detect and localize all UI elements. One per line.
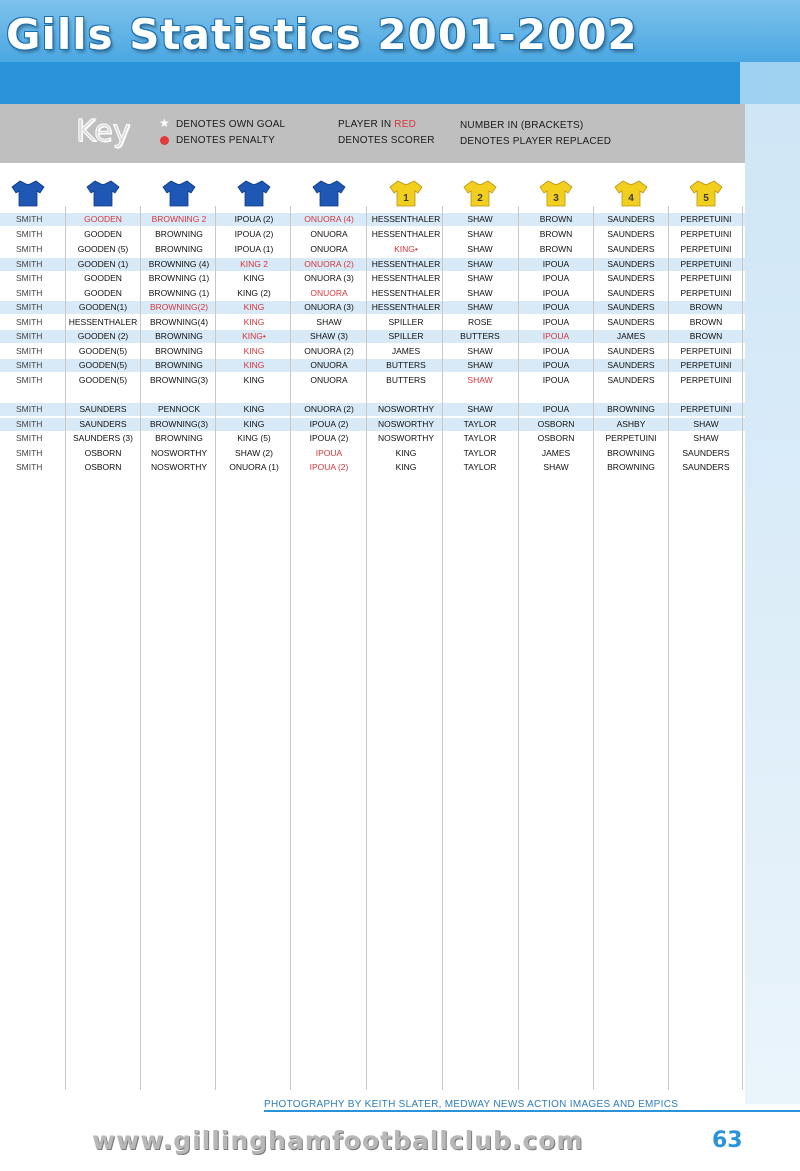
table-cell-keeper: SMITH <box>16 244 43 254</box>
table-cell: KING• <box>394 244 418 254</box>
table-cell: NOSWORTHY <box>377 433 435 443</box>
table-cell: IPOUA (2) <box>234 229 274 239</box>
yellow-shirt-icon <box>539 180 573 207</box>
table-cell: ONUORA (1) <box>229 462 279 472</box>
table-cell: BROWN <box>689 331 723 341</box>
table-cell: BROWNING(3) <box>149 419 209 429</box>
table-cell: BROWN <box>689 302 723 312</box>
table-cell: GOODEN(1) <box>78 302 128 312</box>
blue-shirt-icon <box>11 180 45 207</box>
table-cell: SHAW <box>467 346 493 356</box>
table-cell: BROWNING(4) <box>149 317 209 327</box>
table-cell: BROWNING(2) <box>149 302 209 312</box>
red-dot-icon <box>160 136 169 145</box>
table-cell: JAMES <box>391 346 421 356</box>
table-cell: ONUORA (3) <box>304 302 354 312</box>
table-cell: KING <box>243 317 265 327</box>
table-cell: NOSWORTHY <box>150 462 208 472</box>
table-cell: PENNOCK <box>157 404 201 414</box>
table-cell: SHAW <box>467 360 493 370</box>
table-cell: NOSWORTHY <box>377 419 435 429</box>
table-cell: BROWNING <box>607 462 655 472</box>
table-cell: KING <box>243 302 265 312</box>
table-cell: SHAW <box>467 259 493 269</box>
table-cell: ONUORA (3) <box>304 273 354 283</box>
table-cell: GOODEN <box>84 288 122 298</box>
table-cell: ONUORA (2) <box>304 259 354 269</box>
table-cell: GOODEN(5) <box>78 375 128 385</box>
shirt-number: 5 <box>703 193 709 204</box>
table-cell: IPOUA <box>542 360 570 370</box>
table-cell: PERPETUINI <box>680 259 732 269</box>
yellow-shirt-icon <box>463 180 497 207</box>
table-cell: IPOUA <box>315 448 343 458</box>
table-cell: BROWNING <box>155 360 203 370</box>
table-cell: GOODEN <box>84 214 122 224</box>
key-heading: Key <box>76 114 131 149</box>
table-cell: TAYLOR <box>463 419 497 429</box>
table-cell: HESSENTHALER <box>371 229 441 239</box>
table-cell: BUTTERS <box>386 375 426 385</box>
table-cell: HESSENTHALER <box>68 317 138 327</box>
table-cell: ROSE <box>467 317 493 327</box>
table-cell: SHAW <box>467 244 493 254</box>
credit-divider <box>264 1110 800 1112</box>
table-cell: HESSENTHALER <box>371 288 441 298</box>
table-cell: KING <box>243 419 265 429</box>
table-cell: OSBORN <box>537 419 575 429</box>
table-cell-keeper: SMITH <box>16 331 43 341</box>
table-cell: SHAW <box>467 214 493 224</box>
table-cell: SAUNDERS <box>607 346 655 356</box>
table-cell: GOODEN <box>84 273 122 283</box>
key-red-word: RED <box>394 119 417 130</box>
header-stripe <box>0 62 800 104</box>
table-cell: IPOUA <box>542 404 570 414</box>
key-player-in-label: PLAYER IN <box>338 119 392 130</box>
table-cell-keeper: SMITH <box>16 433 43 443</box>
table-cell: SAUNDERS <box>607 214 655 224</box>
shirt-number: 1 <box>403 193 409 204</box>
table-cell: GOODEN (1) <box>77 259 129 269</box>
table-cell: SAUNDERS <box>682 462 730 472</box>
table-cell-keeper: SMITH <box>16 375 43 385</box>
table-cell: SHAW <box>467 288 493 298</box>
table-cell: SHAW <box>467 375 493 385</box>
table-cell-keeper: SMITH <box>16 288 43 298</box>
table-cell: PERPETUINI <box>680 229 732 239</box>
table-cell: IPOUA (1) <box>234 244 274 254</box>
table-cell: ONUORA <box>310 288 348 298</box>
table-cell: BROWNING <box>155 331 203 341</box>
table-cell: BUTTERS <box>460 331 500 341</box>
table-cell: KING• <box>242 331 266 341</box>
table-cell: SAUNDERS <box>607 244 655 254</box>
table-cell: BROWNING <box>155 229 203 239</box>
table-cell: SHAW <box>316 317 342 327</box>
shirt-number: 2 <box>477 193 483 204</box>
table-cell: KING (2) <box>237 288 271 298</box>
table-cell: HESSENTHALER <box>371 259 441 269</box>
table-cell: KING <box>243 404 265 414</box>
table-cell: BROWNING (1) <box>148 288 210 298</box>
table-cell: BUTTERS <box>386 360 426 370</box>
table-cell: SHAW <box>693 433 719 443</box>
table-cell: ONUORA (2) <box>304 404 354 414</box>
table-cell: PERPETUINI <box>680 288 732 298</box>
table-cell: BROWNING <box>607 404 655 414</box>
table-cell: ONUORA (4) <box>304 214 354 224</box>
table-cell: SHAW <box>467 273 493 283</box>
table-cell: SAUNDERS <box>607 259 655 269</box>
blue-shirt-icon <box>162 180 196 207</box>
table-cell-keeper: SMITH <box>16 273 43 283</box>
blue-shirt-icon <box>237 180 271 207</box>
key-denotes-replaced: DENOTES PLAYER REPLACED <box>460 136 612 147</box>
shirt-shape <box>163 181 195 206</box>
table-cell: IPOUA <box>542 346 570 356</box>
table-cell: IPOUA (2) <box>309 419 349 429</box>
key-player-in <box>338 119 416 130</box>
table-cell: SAUNDERS <box>607 273 655 283</box>
table-cell: ONUORA <box>310 360 348 370</box>
column-divider <box>140 206 141 1090</box>
page-title: Gills Statistics 2001-2002 <box>6 10 638 59</box>
table-cell: SAUNDERS <box>607 288 655 298</box>
table-cell: SHAW (3) <box>310 331 348 341</box>
table-cell: SAUNDERS <box>607 317 655 327</box>
page-margin <box>745 104 800 1104</box>
table-cell: BROWN <box>689 317 723 327</box>
table-cell: IPOUA (2) <box>309 462 349 472</box>
table-cell: SPILLER <box>388 317 424 327</box>
shirt-shape <box>12 181 44 206</box>
table-cell: IPOUA <box>542 331 570 341</box>
table-cell: SAUNDERS <box>607 229 655 239</box>
yellow-shirt-icon <box>689 180 723 207</box>
table-cell: GOODEN(5) <box>78 360 128 370</box>
table-cell: ONUORA (2) <box>304 346 354 356</box>
table-cell-keeper: SMITH <box>16 229 43 239</box>
table-cell: IPOUA <box>542 317 570 327</box>
table-cell: SHAW <box>467 229 493 239</box>
table-cell-keeper: SMITH <box>16 462 43 472</box>
table-cell: SAUNDERS <box>682 448 730 458</box>
table-cell: GOODEN <box>84 229 122 239</box>
table-cell-keeper: SMITH <box>16 259 43 269</box>
table-cell: PERPETUINI <box>680 360 732 370</box>
table-cell: TAYLOR <box>463 433 497 443</box>
table-cell: ONUORA <box>310 244 348 254</box>
table-cell: HESSENTHALER <box>371 214 441 224</box>
table-cell: BROWNING 2 <box>151 214 207 224</box>
shirt-number: 4 <box>628 193 634 204</box>
table-cell: SAUNDERS (3) <box>73 433 133 443</box>
table-cell: PERPETUINI <box>680 244 732 254</box>
table-cell: IPOUA <box>542 302 570 312</box>
table-cell: PERPETUINI <box>680 375 732 385</box>
table-cell-keeper: SMITH <box>16 448 43 458</box>
table-cell-keeper: SMITH <box>16 302 43 312</box>
yellow-shirt-icon <box>389 180 423 207</box>
table-cell: KING <box>243 375 265 385</box>
table-cell: BROWNING(3) <box>149 375 209 385</box>
table-cell: GOODEN (5) <box>77 244 129 254</box>
table-cell: KING 2 <box>240 259 268 269</box>
table-cell: KING (5) <box>237 433 271 443</box>
table-cell: ONUORA <box>310 375 348 385</box>
page-number: 63 <box>712 1128 743 1153</box>
table-cell: NOSWORTHY <box>150 448 208 458</box>
table-cell: BROWNING (1) <box>148 273 210 283</box>
table-cell: BROWN <box>539 214 573 224</box>
table-cell: TAYLOR <box>463 448 497 458</box>
blue-shirt-icon <box>312 180 346 207</box>
table-cell: IPOUA (2) <box>309 433 349 443</box>
key-number-in: NUMBER IN (BRACKETS) <box>460 120 584 131</box>
table-cell: IPOUA <box>542 273 570 283</box>
photo-credit: PHOTOGRAPHY BY KEITH SLATER, MEDWAY NEWS ACTION IMAGES AND EMPICS <box>264 1099 679 1110</box>
table-cell: BROWNING <box>155 433 203 443</box>
table-cell: SHAW (2) <box>235 448 273 458</box>
table-cell: KING <box>243 273 265 283</box>
table-cell: KING <box>243 360 265 370</box>
table-cell: IPOUA <box>542 288 570 298</box>
table-cell: BROWNING <box>155 244 203 254</box>
table-cell: JAMES <box>616 331 646 341</box>
table-cell-keeper: SMITH <box>16 317 43 327</box>
key-penalty: DENOTES PENALTY <box>176 135 275 146</box>
table-cell: ONUORA <box>310 229 348 239</box>
table-cell: IPOUA <box>542 375 570 385</box>
shirt-shape <box>87 181 119 206</box>
table-cell: IPOUA <box>542 259 570 269</box>
table-cell-keeper: SMITH <box>16 360 43 370</box>
shirt-shape <box>238 181 270 206</box>
table-cell: OSBORN <box>537 433 575 443</box>
table-cell: BROWNING (4) <box>148 259 210 269</box>
table-cell: PERPETUINI <box>680 214 732 224</box>
table-cell: HESSENTHALER <box>371 302 441 312</box>
shirt-shape <box>313 181 345 206</box>
table-cell: HESSENTHALER <box>371 273 441 283</box>
table-cell: ASHBY <box>616 419 646 429</box>
table-cell: BROWN <box>539 244 573 254</box>
table-cell: SAUNDERS <box>607 302 655 312</box>
table-cell: IPOUA (2) <box>234 214 274 224</box>
key-denotes-scorer: DENOTES SCORER <box>338 135 435 146</box>
column-divider <box>366 206 367 1090</box>
table-cell: GOODEN (2) <box>77 331 129 341</box>
table-cell: SAUNDERS <box>607 375 655 385</box>
blue-shirt-icon <box>86 180 120 207</box>
table-cell-keeper: SMITH <box>16 404 43 414</box>
table-cell: JAMES <box>541 448 571 458</box>
table-cell: BROWNING <box>607 448 655 458</box>
star-icon: ★ <box>159 116 170 130</box>
table-cell: KING <box>243 346 265 356</box>
table-cell: SHAW <box>543 462 569 472</box>
table-cell: BROWN <box>539 229 573 239</box>
table-cell: SHAW <box>467 404 493 414</box>
table-cell: PERPETUINI <box>680 404 732 414</box>
table-cell: SHAW <box>467 302 493 312</box>
table-cell: PERPETUINI <box>605 433 657 443</box>
table-cell: SAUNDERS <box>607 360 655 370</box>
table-cell: TAYLOR <box>463 462 497 472</box>
table-cell: OSBORN <box>84 448 122 458</box>
table-cell: SAUNDERS <box>79 419 127 429</box>
table-cell: GOODEN(5) <box>78 346 128 356</box>
shirt-number: 3 <box>553 193 559 204</box>
table-cell: KING <box>395 462 417 472</box>
table-cell: NOSWORTHY <box>377 404 435 414</box>
key-own-goal: DENOTES OWN GOAL <box>176 119 286 130</box>
table-cell: SAUNDERS <box>79 404 127 414</box>
website-url: www.gillinghamfootballclub.com <box>92 1126 584 1155</box>
table-cell-keeper: SMITH <box>16 419 43 429</box>
yellow-shirt-icon <box>614 180 648 207</box>
table-cell: PERPETUINI <box>680 346 732 356</box>
table-cell: BROWNING <box>155 346 203 356</box>
table-cell: OSBORN <box>84 462 122 472</box>
table-cell: PERPETUINI <box>680 273 732 283</box>
table-cell: SPILLER <box>388 331 424 341</box>
table-cell-keeper: SMITH <box>16 346 43 356</box>
table-cell-keeper: SMITH <box>16 214 43 224</box>
table-cell: KING <box>395 448 417 458</box>
table-cell: SHAW <box>693 419 719 429</box>
